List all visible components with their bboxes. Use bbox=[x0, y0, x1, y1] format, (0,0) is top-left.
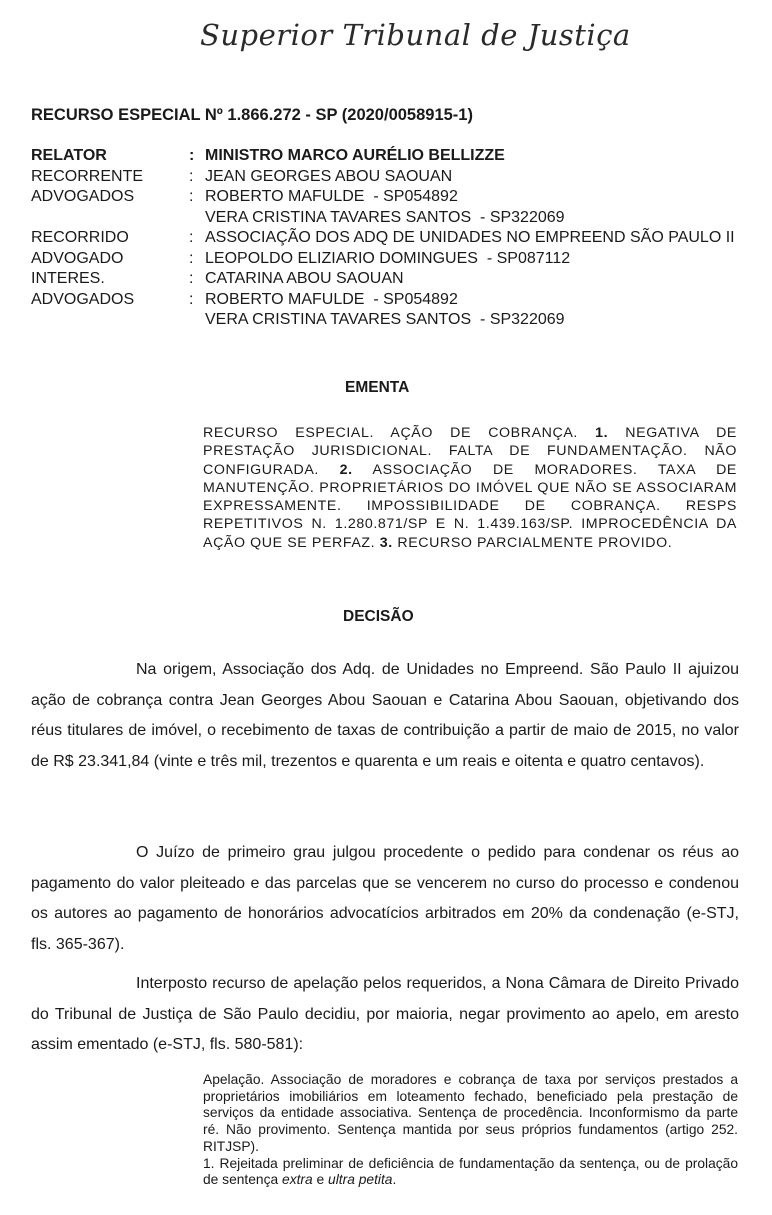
party-separator: : bbox=[189, 290, 194, 308]
party-value: LEOPOLDO ELIZIARIO DOMINGUES - SP087112 bbox=[205, 249, 571, 267]
quote-paragraph bbox=[203, 1156, 738, 1189]
decision-paragraph bbox=[31, 838, 739, 960]
quote-italic: extra bbox=[282, 1172, 313, 1188]
ementa-item-number: 2. bbox=[339, 461, 353, 478]
ementa-text bbox=[203, 424, 737, 552]
party-label: ADVOGADOS bbox=[31, 290, 135, 308]
party-label: ADVOGADO bbox=[31, 249, 124, 267]
party-row-interes bbox=[31, 269, 751, 290]
quote-paragraph: Apelação. Associação de moradores e cobrança de taxa por serviços prestados a proprietários imobiliários em loteamento fechado, beneficiado pela prestação de serviços da entidade associativa. Sentença de procedência. Inconformismo da parte ré. Não provimento. Sentença mantida por seus próprios fundamentos (artigo 252. RITJSP). bbox=[203, 1072, 738, 1154]
quoted-ementa bbox=[203, 1072, 738, 1189]
party-row-recorrente bbox=[31, 167, 751, 188]
ementa-part: ASSOCIAÇÃO DE MORADORES. TAXA DE MANUTENÇÃO. PROPRIETÁRIOS DO IMÓVEL QUE NÃO SE ASSOCIARAM EXPRESSAMENTE. IMPOSSIBILIDADE DE COBRANÇA. RESPS REPETITIVOS N. 1.280.871/SP E N. 1.439.163/SP. IMPROCEDÊNCIA DA AÇÃO QUE SE PERFAZ. bbox=[203, 461, 737, 551]
ementa-part: RECURSO PARCIALMENTE PROVIDO. bbox=[392, 534, 673, 551]
party-label: INTERES. bbox=[31, 270, 105, 287]
party-value: ASSOCIAÇÃO DOS ADQ DE UNIDADES NO EMPREEND SÃO PAULO II bbox=[205, 229, 735, 246]
party-separator: : bbox=[189, 270, 194, 287]
case-title: RECURSO ESPECIAL Nº 1.866.272 - SP (2020/0058915-1) bbox=[31, 106, 473, 124]
party-value: ROBERTO MAFULDE - SP054892 bbox=[205, 290, 458, 308]
court-logo: Superior Tribunal de Justiça bbox=[200, 18, 631, 52]
party-separator: : bbox=[189, 229, 194, 246]
ementa-item-number: 3. bbox=[379, 534, 393, 551]
party-separator: : bbox=[189, 188, 194, 205]
party-label: ADVOGADOS bbox=[31, 188, 135, 205]
party-row-advogado bbox=[31, 249, 751, 270]
quote-text: . bbox=[392, 1172, 397, 1188]
party-value: CATARINA ABOU SAOUAN bbox=[205, 270, 404, 287]
decision-paragraph bbox=[31, 969, 739, 1061]
party-row-advogados-2 bbox=[31, 290, 751, 331]
party-separator: : bbox=[189, 249, 194, 267]
ementa-part: NEGATIVA DE PRESTAÇÃO JURISDICIONAL. FALTA DE FUNDAMENTAÇÃO. NÃO CONFIGURADA. bbox=[203, 425, 737, 478]
party-separator: : bbox=[189, 147, 195, 164]
decision-paragraph bbox=[31, 655, 739, 777]
ementa-part: RECURSO ESPECIAL. AÇÃO DE COBRANÇA. bbox=[203, 425, 596, 441]
party-row-recorrido bbox=[31, 228, 751, 249]
party-value: ROBERTO MAFULDE - SP054892 bbox=[205, 188, 458, 205]
paragraph-text: O Juízo de primeiro grau julgou procedente o pedido para condenar os réus ao pagamento do valor pleiteado e das parcelas que se vencerem no curso do processo e condenou os autores ao pagamento de honorários advocatícios arbitrados em 20% da condenação (e-STJ, fls. 365-367). bbox=[31, 844, 739, 953]
decisao-heading: DECISÃO bbox=[343, 608, 414, 625]
quote-text: 1. Rejeitada preliminar de deficiência de fundamentação da sentença, ou de prolação de sentença bbox=[203, 1155, 738, 1188]
quote-italic: ultra petita bbox=[328, 1172, 393, 1188]
party-row-advogados bbox=[31, 187, 751, 228]
party-value: MINISTRO MARCO AURÉLIO BELLIZZE bbox=[205, 147, 505, 164]
parties-table bbox=[31, 146, 751, 331]
party-value: VERA CRISTINA TAVARES SANTOS - SP322069 bbox=[205, 311, 565, 328]
paragraph-text: Interposto recurso de apelação pelos requeridos, a Nona Câmara de Direito Privado do Tribunal de Justiça de São Paulo decidiu, por maioria, negar provimento ao apelo, em aresto assim ementado (e-STJ, fls. 580-581): bbox=[31, 975, 739, 1053]
paragraph-text: Na origem, Associação dos Adq. de Unidades no Empreend. São Paulo II ajuizou ação de cobrança contra Jean Georges Abou Saouan e Catarina Abou Saouan, objetivando dos réus titulares de imóvel, o recebimento de taxas de contribuição a partir de maio de 2015, no valor de R$ 23.341,84 (vinte e três mil, trezentos e quarenta e um reais e oitenta e quatro centavos). bbox=[31, 661, 739, 770]
party-value: VERA CRISTINA TAVARES SANTOS - SP322069 bbox=[205, 208, 565, 226]
party-row-relator bbox=[31, 146, 751, 167]
ementa-item-number: 1. bbox=[595, 425, 609, 441]
party-value: JEAN GEORGES ABOU SAOUAN bbox=[205, 167, 453, 185]
ementa-heading: EMENTA bbox=[345, 379, 410, 396]
quote-text: e bbox=[312, 1172, 329, 1188]
party-label: RECORRIDO bbox=[31, 229, 129, 246]
party-label: RECORRENTE bbox=[31, 167, 144, 185]
party-label: RELATOR bbox=[31, 147, 107, 164]
party-separator: : bbox=[189, 167, 194, 185]
